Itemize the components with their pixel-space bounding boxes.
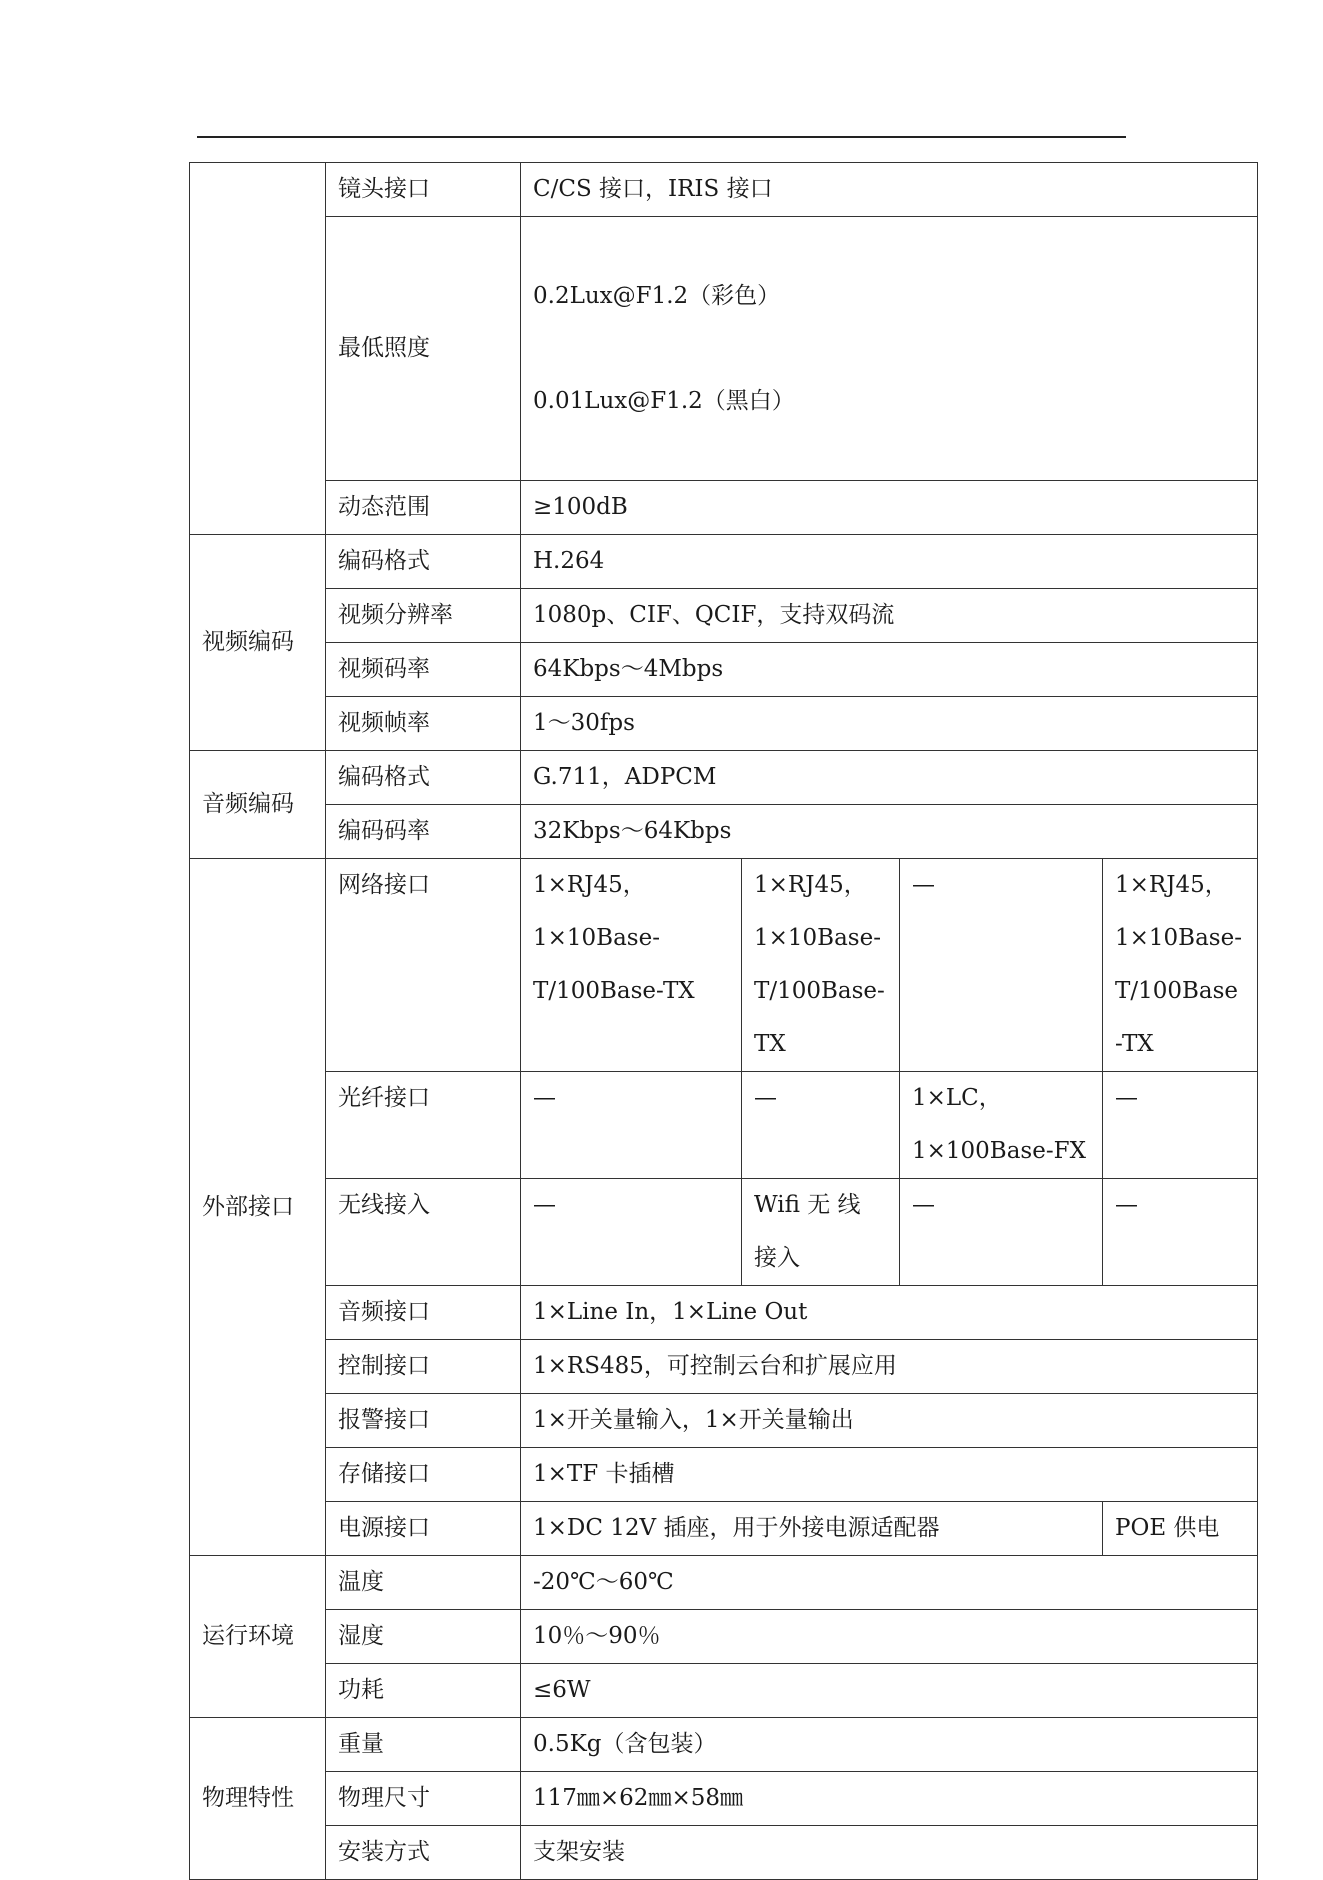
table-row xyxy=(190,589,1258,643)
variant-cell: — xyxy=(900,859,1103,1072)
group-cell-camera xyxy=(190,163,326,535)
table-row xyxy=(190,1179,1258,1286)
row-label: 镜头接口 xyxy=(326,163,521,217)
row-value: 1×RS485，可控制云台和扩展应用 xyxy=(521,1340,1258,1394)
row-label: 安装方式 xyxy=(326,1826,521,1880)
row-value: 1～30fps xyxy=(521,697,1258,751)
row-label: 视频码率 xyxy=(326,643,521,697)
row-value: 0.5Kg（含包装） xyxy=(521,1718,1258,1772)
row-value: 支架安装 xyxy=(521,1826,1258,1880)
illum-color: 0.2Lux@F1.2（彩色） xyxy=(533,283,781,309)
row-value: 1080p、CIF、QCIF，支持双码流 xyxy=(521,589,1258,643)
variant-cell: — xyxy=(521,1179,742,1286)
variant-cell: — xyxy=(1103,1179,1258,1286)
variant-cell: — xyxy=(900,1179,1103,1286)
group-label: 音频编码 xyxy=(190,751,326,859)
row-value xyxy=(521,217,1258,481)
table-row xyxy=(190,1072,1258,1179)
row-label: 光纤接口 xyxy=(326,1072,521,1179)
variant-cell: 1×LC， 1×100Base-FX xyxy=(900,1072,1103,1179)
row-value: C/CS 接口，IRIS 接口 xyxy=(521,163,1258,217)
row-value: 117㎜×62㎜×58㎜ xyxy=(521,1772,1258,1826)
variant-cell: Wifi 无 线 接入 xyxy=(742,1179,900,1286)
row-label: 重量 xyxy=(326,1718,521,1772)
table-row xyxy=(190,751,1258,805)
row-value: 1×Line In，1×Line Out xyxy=(521,1286,1258,1340)
variant-cell: — xyxy=(1103,1072,1258,1179)
group-label: 运行环境 xyxy=(190,1556,326,1718)
row-label: 湿度 xyxy=(326,1610,521,1664)
row-label: 视频分辨率 xyxy=(326,589,521,643)
table-row xyxy=(190,1448,1258,1502)
table-row xyxy=(190,1340,1258,1394)
illum-bw: 0.01Lux@F1.2（黑白） xyxy=(533,388,795,414)
row-label: 编码格式 xyxy=(326,751,521,805)
table-row xyxy=(190,163,1258,217)
variant-cell: — xyxy=(742,1072,900,1179)
row-value: H.264 xyxy=(521,535,1258,589)
spec-table xyxy=(189,162,1258,1880)
row-label: 无线接入 xyxy=(326,1179,521,1286)
table-row xyxy=(190,481,1258,535)
row-value: 1×开关量输入，1×开关量输出 xyxy=(521,1394,1258,1448)
table-row xyxy=(190,805,1258,859)
row-label: 编码码率 xyxy=(326,805,521,859)
header-rule xyxy=(197,136,1126,138)
group-label: 视频编码 xyxy=(190,535,326,751)
poe-cell: POE 供电 xyxy=(1103,1502,1258,1556)
table-row xyxy=(190,1826,1258,1880)
table-row xyxy=(190,643,1258,697)
variant-cell: 1×RJ45， 1×10Base- T/100Base-TX xyxy=(521,859,742,1072)
row-value: 10％～90％ xyxy=(521,1610,1258,1664)
table-row xyxy=(190,217,1258,481)
row-label: 控制接口 xyxy=(326,1340,521,1394)
table-row xyxy=(190,535,1258,589)
row-value: 1×DC 12V 插座，用于外接电源适配器 xyxy=(521,1502,1103,1556)
table-row xyxy=(190,697,1258,751)
row-value: ≥100dB xyxy=(521,481,1258,535)
group-label: 物理特性 xyxy=(190,1718,326,1880)
table-row xyxy=(190,1394,1258,1448)
table-row xyxy=(190,1502,1258,1556)
row-value: 64Kbps～4Mbps xyxy=(521,643,1258,697)
table-row xyxy=(190,1664,1258,1718)
table-row xyxy=(190,1556,1258,1610)
variant-cell: 1×RJ45， 1×10Base- T/100Base- TX xyxy=(742,859,900,1072)
row-value: -20℃～60℃ xyxy=(521,1556,1258,1610)
group-label: 外部接口 xyxy=(190,859,326,1556)
row-label: 动态范围 xyxy=(326,481,521,535)
row-label: 温度 xyxy=(326,1556,521,1610)
row-label: 音频接口 xyxy=(326,1286,521,1340)
row-value: ≤6W xyxy=(521,1664,1258,1718)
row-value: G.711，ADPCM xyxy=(521,751,1258,805)
row-label: 编码格式 xyxy=(326,535,521,589)
row-label: 报警接口 xyxy=(326,1394,521,1448)
variant-cell: — xyxy=(521,1072,742,1179)
variant-cell: 1×RJ45， 1×10Base- T/100Base -TX xyxy=(1103,859,1258,1072)
row-value: 32Kbps～64Kbps xyxy=(521,805,1258,859)
row-label: 网络接口 xyxy=(326,859,521,1072)
table-row xyxy=(190,1286,1258,1340)
row-label: 视频帧率 xyxy=(326,697,521,751)
table-row xyxy=(190,1610,1258,1664)
table-row xyxy=(190,1718,1258,1772)
row-label: 电源接口 xyxy=(326,1502,521,1556)
table-row xyxy=(190,1772,1258,1826)
row-label: 功耗 xyxy=(326,1664,521,1718)
row-value: 1×TF 卡插槽 xyxy=(521,1448,1258,1502)
table-row xyxy=(190,859,1258,1072)
row-label: 最低照度 xyxy=(326,217,521,481)
row-label: 物理尺寸 xyxy=(326,1772,521,1826)
row-label: 存储接口 xyxy=(326,1448,521,1502)
